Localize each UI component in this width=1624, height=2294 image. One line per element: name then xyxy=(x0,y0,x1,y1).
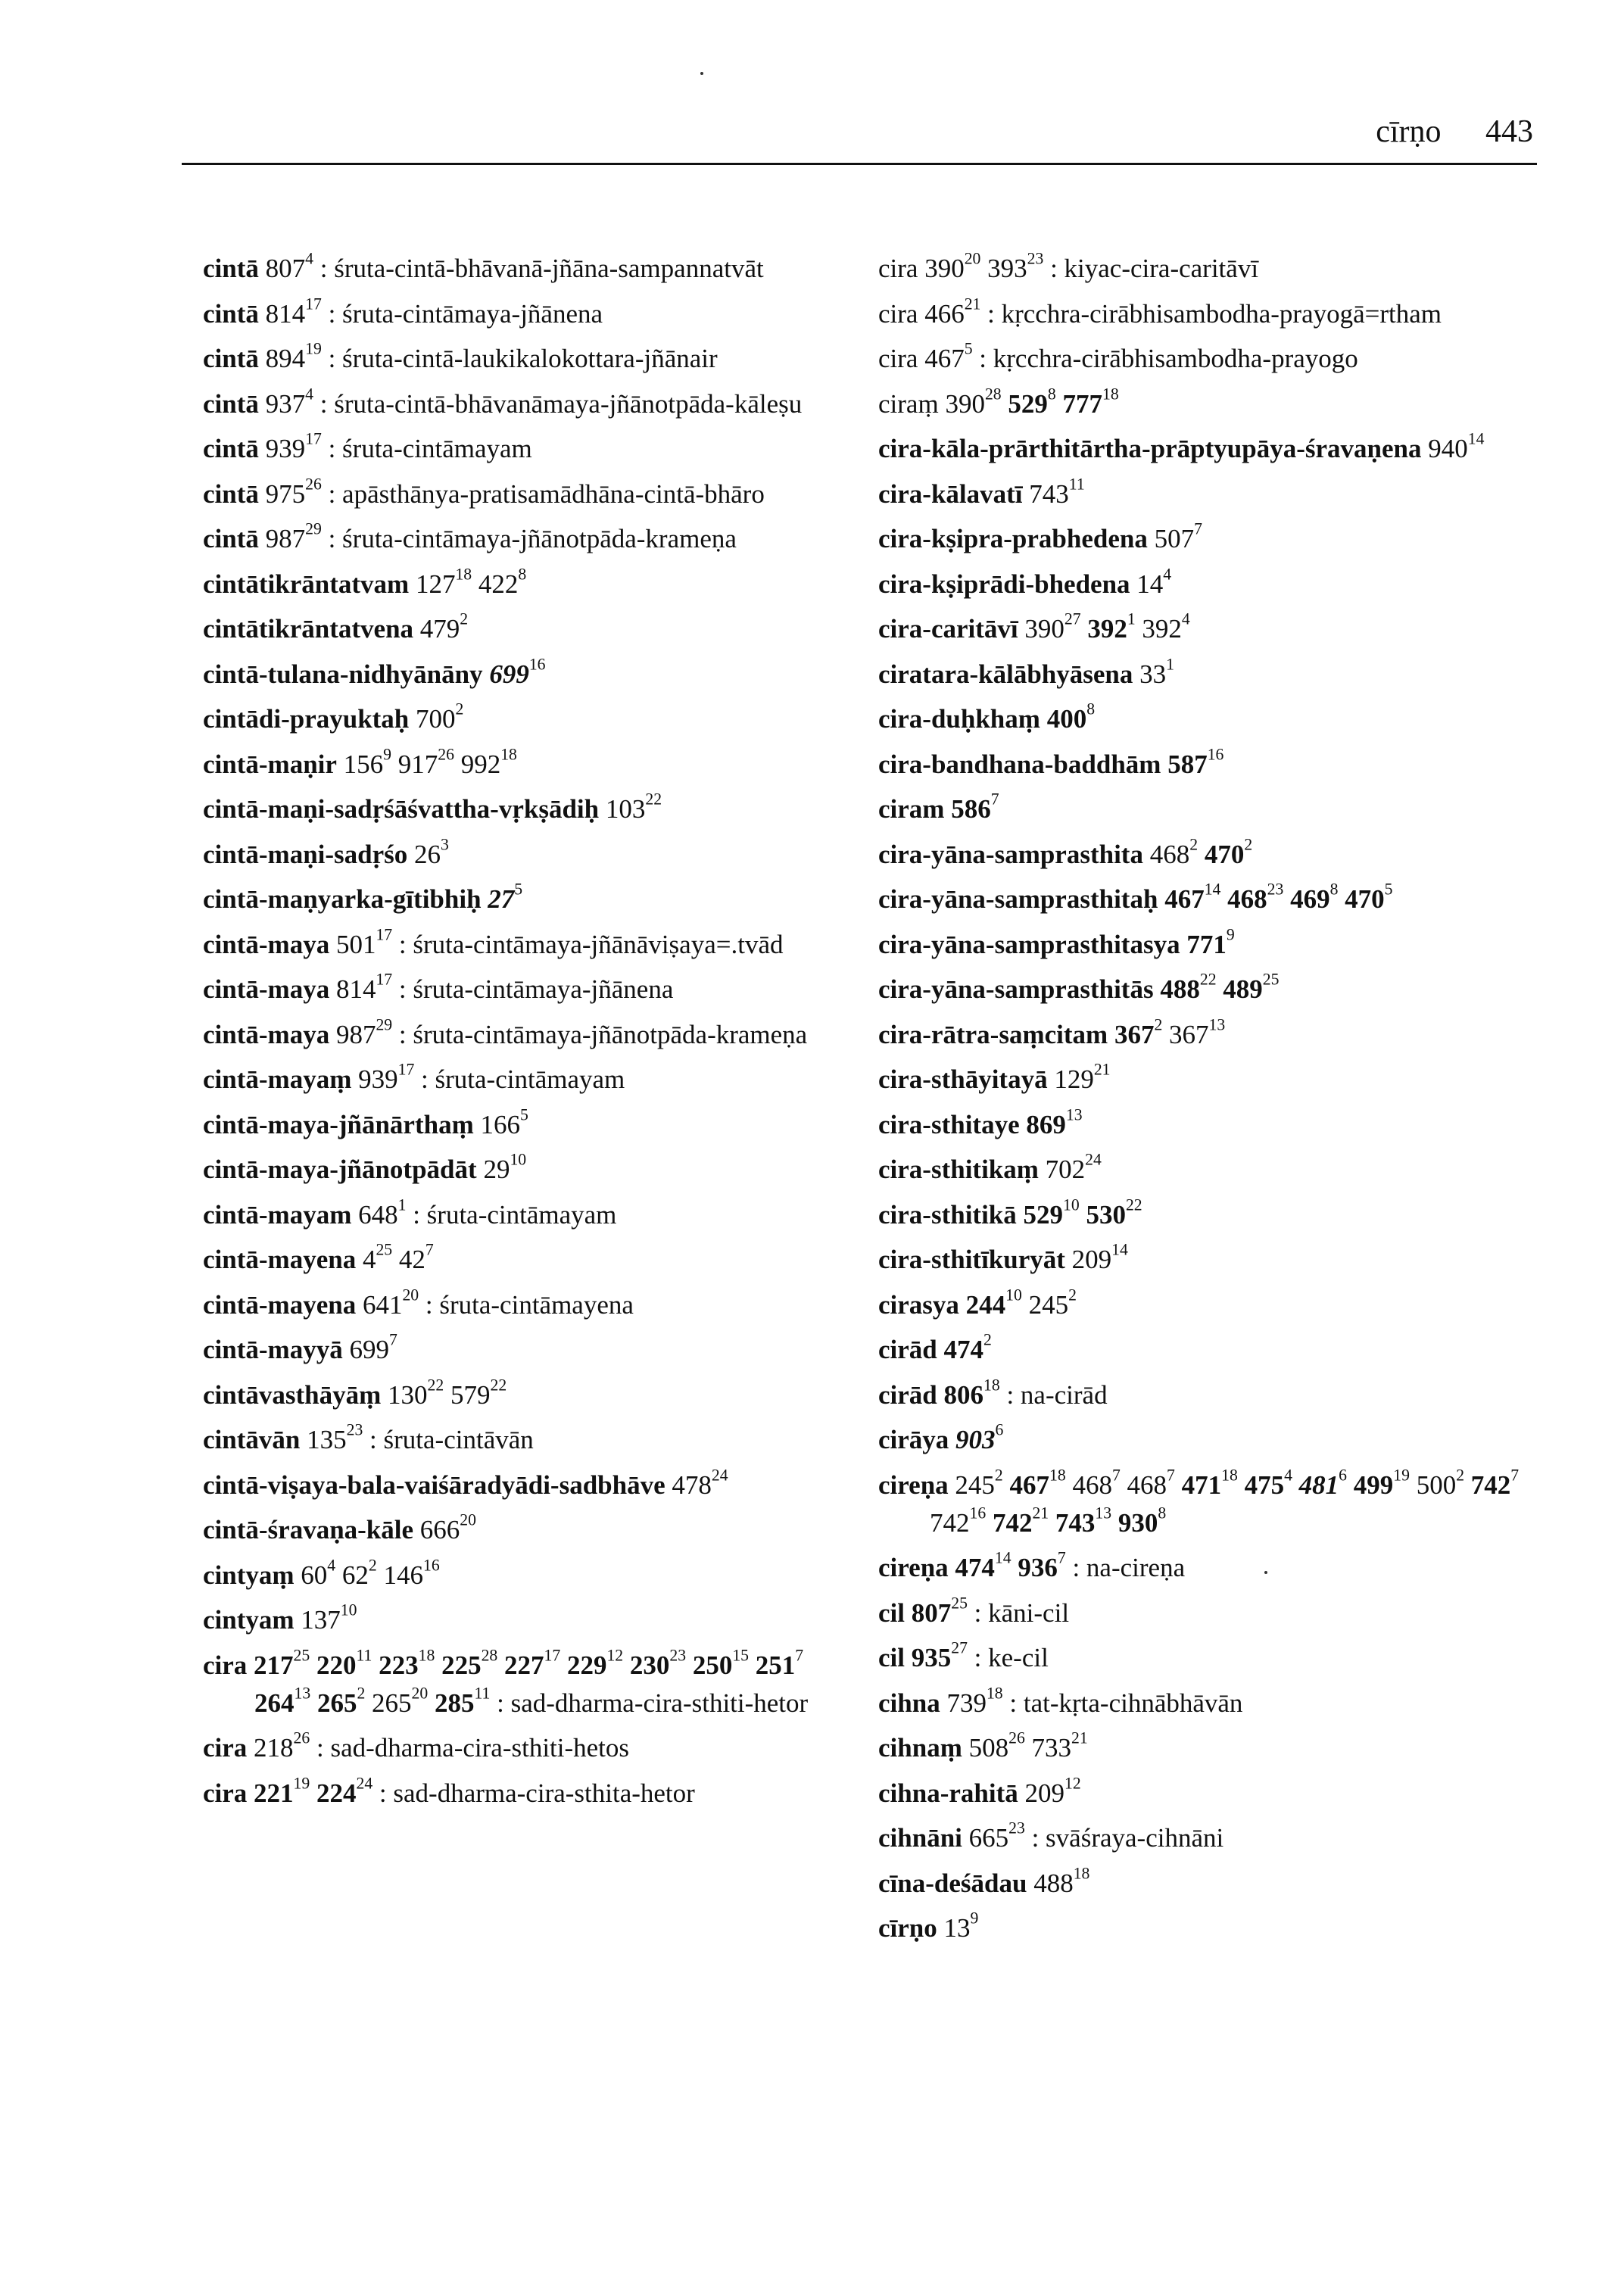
index-entry: cira $390^{20}$ $393^{23}$ : kiyac-cira-caritāvī xyxy=(878,249,1259,283)
index-entry: cintā-viṣaya-bala-vaiśāradyādi-sadbhāve $478^{24}$ xyxy=(203,1466,728,1500)
index-entry: cintādi-prayuktaḥ $700^2$ xyxy=(203,700,464,734)
index-entry: cira-sthitaye $869^{13}$ xyxy=(878,1105,1083,1139)
index-entry: cira-yāna-samprasthitaḥ $467^{14}$ $468^{23}$ $469^8$ $470^5$ xyxy=(878,880,1393,914)
index-entry: cira-bandhana-baddhām $587^{16}$ xyxy=(878,745,1224,779)
index-entry: cil $935^{27}$ : ke-cil xyxy=(878,1638,1049,1672)
speck xyxy=(700,72,703,75)
index-entry: cira-rātra-saṃcitam $367^2$ $367^{13}$ xyxy=(878,1015,1226,1049)
index-entry: cirāya $903^6$ xyxy=(878,1420,1004,1454)
index-entry: cira $217^{25}$ $220^{11}$ $223^{18}$ $225^{28}$ $227^{17}$ $229^{12}$ $230^{23}$ $250^{15}$ $251^7$ $264^{13}$ $265^2$ $265^{20}$ $285^{11}$ : sad-dharma-cira-sthiti-hetor xyxy=(203,1646,809,1718)
index-entry: cintāvān $135^{23}$ : śruta-cintāvān xyxy=(203,1420,534,1454)
index-entry: cintā-maṇi-sadṛśo $26^3$ xyxy=(203,835,449,869)
index-entry: cintā $894^{19}$ : śruta-cintā-laukikalokottara-jñānair xyxy=(203,339,718,373)
index-entry: cintā $939^{17}$ : śruta-cintāmayam xyxy=(203,429,532,463)
index-entry: cira-yāna-samprasthitās $488^{22}$ $489^{25}$ xyxy=(878,970,1280,1004)
index-entry: ciram $586^7$ xyxy=(878,790,999,824)
index-entry: cira $467^5$ : kṛcchra-cirābhisambodha-prayogo xyxy=(878,339,1358,373)
index-entry: cira-sthāyitayā $129^{21}$ xyxy=(878,1060,1111,1094)
header-word: cīrṇo xyxy=(1376,114,1442,149)
index-entry: cira-yāna-samprasthitasya $771^9$ xyxy=(878,925,1235,959)
index-entry: cintā $937^4$ : śruta-cintā-bhāvanāmaya-jñānotpāda-kāleṣu xyxy=(203,385,803,419)
index-entry: cira-duḥkhaṃ $400^8$ xyxy=(878,700,1096,734)
index-entry: cira $218^{26}$ : sad-dharma-cira-sthiti-hetos xyxy=(203,1728,630,1763)
index-entry: cīna-deśādau $488^{18}$ xyxy=(878,1864,1090,1898)
left-column xyxy=(203,250,854,1819)
index-entry: cira-kāla-prārthitārtha-prāptyupāya-śravaṇena $940^{14}$ xyxy=(878,429,1485,463)
index-entry: cintyam $137^{10}$ xyxy=(203,1601,357,1635)
index-entry: cintātikrāntatvam $127^{18}$ $422^8$ xyxy=(203,565,527,599)
index-entry: ciraṃ $390^{28}$ $529^8$ $777^{18}$ xyxy=(878,385,1119,419)
index-entry: cira-sthitīkuryāt $209^{14}$ xyxy=(878,1240,1128,1274)
index-entry: cira-sthitikaṃ $702^{24}$ xyxy=(878,1150,1102,1184)
index-entry: cintā-mayaṃ $939^{17}$ : śruta-cintāmayam xyxy=(203,1060,625,1094)
index-entry: cintā-mayena $641^{20}$ : śruta-cintāmayena xyxy=(203,1286,634,1320)
header-rule xyxy=(182,163,1537,165)
index-entry: cintā-maṇi-sadṛśāśvattha-vṛkṣādiḥ $103^{22}$ xyxy=(203,790,662,824)
index-entry: cirād $806^{18}$ : na-cirād xyxy=(878,1376,1108,1410)
index-entry: cintā-śravaṇa-kāle $666^{20}$ xyxy=(203,1510,476,1544)
index-entry: cintā-maṇir $156^9$ $917^{26}$ $992^{18}$ xyxy=(203,745,517,779)
index-entry: cireṇa $474^{14}$ $936^7$ : na-cireṇa xyxy=(878,1548,1186,1582)
index-entry: cira-caritāvī $390^{27}$ $392^1$ $392^4$ xyxy=(878,609,1190,644)
index-entry: cirād $474^2$ xyxy=(878,1330,992,1364)
index-entry: cihnāni $665^{23}$ : svāśraya-cihnāni xyxy=(878,1819,1224,1853)
index-entry: cira-yāna-samprasthita $468^2$ $470^2$ xyxy=(878,835,1253,869)
index-entry: cirasya $244^{10}$ $245^2$ xyxy=(878,1286,1077,1320)
index-entry: cīrṇo $13^9$ xyxy=(878,1909,979,1943)
running-header xyxy=(1376,114,1533,150)
index-entry: cintā $975^{26}$ : apāsthānya-pratisamādhāna-cintā-bhāro xyxy=(203,475,765,509)
index-entry: cihnaṃ $508^{26}$ $733^{21}$ xyxy=(878,1728,1088,1763)
index-entry: cireṇa $245^2$ $467^{18}$ $468^7$ $468^7$ $471^{18}$ $475^4$ $481^6$ $499^{19}$ $500^2$ $742^7$ $742^{16}$ $742^{21}$ $743^{13}$ $930^8$ xyxy=(878,1466,1520,1538)
index-entry: cira-sthitikā $529^{10}$ $530^{22}$ xyxy=(878,1195,1142,1230)
index-entry: cira-kṣiprādi-bhedena $14^4$ xyxy=(878,565,1172,599)
right-column xyxy=(878,250,1537,1955)
index-entry: cintā $807^4$ : śruta-cintā-bhāvanā-jñāna-sampannatvāt xyxy=(203,249,764,283)
index-entry: cihna-rahitā $209^{12}$ xyxy=(878,1774,1081,1808)
index-entry: cintā $814^{17}$ : śruta-cintāmaya-jñānena xyxy=(203,295,603,329)
index-entry: cira $466^{21}$ : kṛcchra-cirābhisambodha-prayogā=rtham xyxy=(878,295,1442,329)
index-entry: cintyaṃ $60^4$ $62^2$ $146^{16}$ xyxy=(203,1556,440,1590)
index-entry: cintātikrāntatvena $479^2$ xyxy=(203,609,469,644)
index-entry: cintā-maya $501^{17}$ : śruta-cintāmaya-jñānāviṣaya=.tvād xyxy=(203,925,784,959)
index-entry: cira-kālavatī $743^{11}$ xyxy=(878,475,1085,509)
index-entry: cira $221^{19}$ $224^{24}$ : sad-dharma-cira-sthita-hetor xyxy=(203,1774,695,1808)
index-entry: cintā-maya-jñānārthaṃ $166^5$ xyxy=(203,1105,528,1139)
page-number: 443 xyxy=(1485,114,1533,149)
index-entry: cintā-maṇyarka-gītibhiḥ $27^5$ xyxy=(203,880,523,914)
index-entry: cintā $987^{29}$ : śruta-cintāmaya-jñānotpāda-krameṇa xyxy=(203,519,737,553)
index-entry: cihna $739^{18}$ : tat-kṛta-cihnābhāvān xyxy=(878,1684,1243,1718)
index-entry: ciratara-kālābhyāsena $33^1$ xyxy=(878,655,1174,689)
index-entry: cintā-maya-jñānotpādāt $29^{10}$ xyxy=(203,1150,527,1184)
index-entry: cintā-mayam $648^1$ : śruta-cintāmayam xyxy=(203,1195,617,1230)
index-entry: cil $807^{25}$ : kāni-cil xyxy=(878,1594,1070,1628)
index-entry: cintāvasthāyāṃ $130^{22}$ $579^{22}$ xyxy=(203,1376,507,1410)
index-entry: cintā-mayena $4^{25}$ $42^7$ xyxy=(203,1240,434,1274)
index-entry: cintā-maya $814^{17}$ : śruta-cintāmaya-jñānena xyxy=(203,970,674,1004)
index-entry: cira-kṣipra-prabhedena $507^7$ xyxy=(878,519,1202,553)
index-entry: cintā-mayyā $699^7$ xyxy=(203,1330,397,1364)
index-entry: cintā-maya $987^{29}$ : śruta-cintāmaya-jñānotpāda-krameṇa xyxy=(203,1015,808,1049)
index-entry: cintā-tulana-nidhyānāny $699^{16}$ xyxy=(203,655,546,689)
